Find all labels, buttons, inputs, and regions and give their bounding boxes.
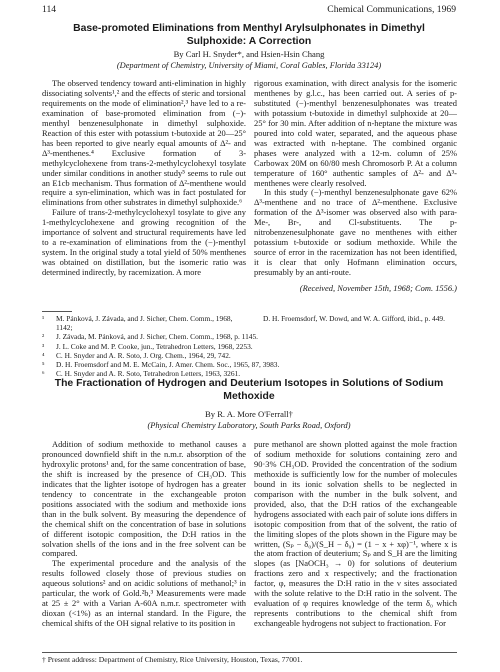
article-2-authors: By R. A. More O'Ferrall† [205, 409, 293, 419]
journal-title: Chemical Communications, 1969 [327, 4, 456, 15]
paragraph: Addition of sodium methoxide to methanol causes a pronounced downfield shift in the n.m.r. absorption of the hydroxylic protons¹ and, for the same concentration of base, the shift is increased by the presence of CH₃OD. This indicates that the lighter isotope of hydrogen has a greater tendency to concentrate in the exchangeable proton positions associated with the sodium and methoxide ions than in the bulk solvent. By measuring the dependence of the chemical shift on the concentration of base in solutions of different isotopic composition, the D:H ratios in the solvation shells of the ions and in the free solvent can be compared. [42, 439, 246, 559]
paragraph: rigorous examination, with direct analysis for the isomeric menthenes by g.l.c., has been carried out. A series of p-substituted (−)-menthyl benzenesulphonates was treated with potassium t-butoxide in dimethyl sulphoxide at 20—25° for 30 min. After addition of n-heptane the mixture was poured into cold water, separated, and the aqueous phase was extracted with n-heptane. The combined organic phases were analyzed with a 12-m. column of 25% Carbowax 20M on 60/80 mesh Chromosorb P. At a column temperature of 160° authentic samples of Δ²- and Δ³-menthenes were clearly resolved. [254, 78, 457, 188]
article-2-affiliation: (Physical Chemistry Laboratory, South Parks Road, Oxford) [147, 421, 351, 430]
reference: ³ J. L. Coke and M. P. Cooke, jun., Tetrahedron Letters, 1968, 2253. [42, 341, 253, 351]
reference: ⁶ C. H. Snyder and A. R. Soto, Tetrahedron Letters, 1963, 3261. [42, 369, 241, 379]
paragraph: The experimental procedure and the analysis of the results followed closely those of previous studies on aqueous solutions² and on acidic solutions of methanol;³ in particular, the work of Gold.²b,³ Measurements were made at 25 ± 2° with a Varian A-60A n.m.r. spectrometer with dioxan (<1%) as an internal standard. In the Figure, the chemical shifts of the OH signal relative to its position in [42, 558, 246, 629]
paragraph: Failure of trans-2-methylcyclohexyl tosylate to give any 1-methylcyclohexene and growing recognition of the importance of solvent and structural requirements have led to a re-examination of eliminations from the (−)-menthyl system. In the original study a total yield of 50% menthenes was obtained on distillation, but the isomeric ratio was determined indirectly, by racemization. A more [42, 207, 246, 278]
paragraph: pure methanol are shown plotted against the mole fraction of sodium methoxide for solutions containing zero and 90·3% CH₃OD. Provided the concentration of the sodium methoxide is sufficiently low for the number of molecules bound in its ionic solvation shells to be neglected in comparison with the number in the bulk solvent, and provided, also, that the D:H ratios of the exchangeable hydrogens associated with each pair of solute ions differs in isotopic composition from that of the solvent, the ratio of the limiting slopes of the plots shown in the Figure may be written, (Sₚ − δ₀)/(S_H − δ₀) = (1 − x + xφ)⁻¹, where x is the atom fraction of deuterium; Sₚ and S_H are the limiting slopes (as [NaOCH₃ → 0) for solutions of deuterium fractions zero and x respectively; and the fractionation factor, φ, measures the D:H ratio in the ν sites associated with the solute relative to the D:H ratio in the solvent. The evaluation of φ requires knowledge of the term δ₀ which represents contributions to the chemical shift from exchangeable hydrogens not subject to fractionation. For [254, 439, 457, 629]
article-2-right-column [254, 440, 457, 629]
article-1-references: ¹ M. Pánková, J. Závada, and J. Sicher, Chem. Comm., 1968, 1142; D. H. Froemsdorf, W. Dowd, and W. A. Gifford, ibid., p. 449. ² J. Závada, M. Pánková, and J. Sicher, Chem. Comm., 1968, p. 1145. ³ J. L. Coke and M. P. Cooke, jun., Tetrahedron Letters, 1968, 2253. ⁴ C. H. Snyder and A. R. Soto, J. Org. Chem., 1964, 29, 742. ⁵ D. H. Froemsdorf and M. E. McCain, J. Amer. Chem. Soc., 1965, 87, 3983. ⁶ C. H. Snyder and A. R. Soto, Tetrahedron Letters, 1963, 3261. [42, 314, 456, 378]
footnote: † Present address: Department of Chemistry, Rice University, Houston, Texas, 77001. [42, 655, 303, 664]
reference: ⁴ C. H. Snyder and A. R. Soto, J. Org. Chem., 1964, 29, 742. [42, 350, 231, 360]
footnote-rule [42, 652, 457, 653]
article-1-left-column [42, 79, 246, 278]
reference: ² J. Závada, M. Pánková, and J. Sicher, Chem. Comm., 1968, p. 1145. [42, 332, 259, 342]
running-header [42, 4, 456, 20]
paragraph: The observed tendency toward anti-elimination in highly dissociating solvents¹,² and the effects of steric and torsional requirements on the mode of elimination²,³ have led to a re-examination of base-promoted elimination from (−)-menthyl benzenesulphonate in dimethyl sulphoxide. Reaction of this ester with potassium t-butoxide at 20—25° has been reported to give nearly equal amounts of Δ²- and Δ³-menthenes.⁴ Exclusive formation of 3-methylcyclohexene from trans-2-methylcyclohexyl tosylate under similar conditions in another study⁵ seems to rule out an E1cb mechanism. Thus formation of Δ²-menthene would require a syn-elimination, which was in fact postulated for eliminations from other substrates in dimethyl sulphoxide.⁶ [42, 78, 246, 208]
article-1-title: Base-promoted Eliminations from Menthyl Arylsulphonates in Dimethyl Sulphoxide: A Correction [73, 23, 425, 47]
paragraph: In this study (−)-menthyl benzenesulphonate gave 62% Δ³-menthene and no trace of Δ²-menthene. Exclusive formation of the Δ³-isomer was observed also with para-Me-, Br-, and Cl-substituents. The p-nitrobenzenesulphonate gave no menthenes with either potassium t-butoxide or sodium methoxide. While the source of error in the racemization has not been identified, it is clear that only Hofmann elimination occurs, presumably by an anti-route. [254, 187, 457, 278]
reference: ⁵ D. H. Froemsdorf and M. E. McCain, J. Amer. Chem. Soc., 1965, 87, 3983. [42, 360, 280, 370]
reference-1-continued: D. H. Froemsdorf, W. Dowd, and W. A. Gifford, ibid., p. 449. [263, 314, 445, 323]
references-rule [42, 311, 72, 312]
received-date: (Received, November 15th, 1968; Com. 1556.) [299, 283, 457, 294]
article-2-title: The Fractionation of Hydrogen and Deuterium Isotopes in Solutions of Sodium Methoxide [54, 378, 444, 402]
article-1-right-column [254, 79, 457, 294]
article-1-affiliation: (Department of Chemistry, University of Miami, Coral Gables, Florida 33124) [116, 61, 382, 70]
article-2-left-column [42, 440, 246, 629]
article-1-authors: By Carl H. Snyder*, and Hsien-Hsin Chang [173, 49, 325, 59]
page-number: 114 [42, 4, 57, 15]
